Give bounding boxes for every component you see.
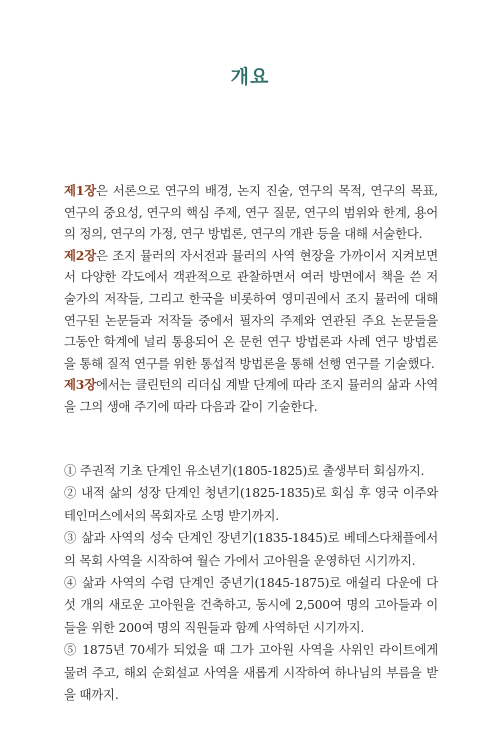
life-stage-list bbox=[64, 460, 438, 706]
list-item: ③ 삶과 사역의 성숙 단계인 장년기(1835-1845)로 베데스다채플에서의 목회 사역을 시작하여 월슨 가에서 고아원을 운영하던 시기까지. bbox=[64, 530, 438, 568]
paragraph-chapter-2 bbox=[64, 245, 438, 375]
paragraph-chapter-3 bbox=[64, 374, 438, 417]
list-item: ① 주권적 기초 단계인 유소년기(1805-1825)로 출생부터 회심까지. bbox=[64, 463, 425, 478]
page-title: 개요 bbox=[230, 66, 270, 88]
chapter-2-lead: 제2장 bbox=[64, 247, 96, 263]
chapter-2-text: 은 조지 뮬러의 자서전과 뮬러의 사역 현장을 가까이서 지켜보면서 다양한 각도에서 객관적으로 관찰하면서 여러 방면에서 책을 쓴 저술가의 저작들, 그리고 한국을 비롯하여 영미권에서 조지 뮬러에 대해 연구된 논문들과 저작들 중에서 필자의 주제와 연관된 주요 논문들을 그동안 학계에 널리 통용되어 온 문헌 연구 방법론과 사례 연구 방법론을 통해 질적 연구를 위한 통섭적 방법론을 통해 선행 연구를 기술했다. bbox=[64, 247, 438, 371]
list-item: ⑤ 1875년 70세가 되었을 때 그가 고아원 사역을 사위인 라이트에게 물려 주고, 해외 순회설교 사역을 새롭게 시작하여 하나님의 부름을 받을 때까지. bbox=[64, 642, 438, 703]
chapter-3-lead: 제3장 bbox=[64, 377, 96, 393]
body-paragraphs bbox=[64, 180, 438, 418]
chapter-3-text: 에서는 클린턴의 리더십 계발 단계에 따라 조지 뮬러의 삶과 사역을 그의 생애 주기에 따라 다음과 같이 기술한다. bbox=[64, 377, 438, 414]
chapter-1-lead: 제1장 bbox=[64, 183, 96, 198]
paragraph-chapter-1 bbox=[64, 180, 438, 245]
list-item: ④ 삶과 사역의 수렴 단계인 중년기(1845-1875)로 애쉴리 다운에 다섯 개의 새로운 고아원을 건축하고, 동시에 2,500여 명의 고아들과 이들을 위한 200여 명의 직원들과 함께 사역하던 시기까지. bbox=[64, 575, 438, 635]
chapter-1-text: 은 서론으로 연구의 배경, 논지 진술, 연구의 목적, 연구의 목표, 연구의 중요성, 연구의 핵심 주제, 연구 질문, 연구의 범위와 한계, 용어의 정의, 연구의 가정, 연구 방법론, 연구의 개관 등을 대해 서술한다. bbox=[64, 183, 438, 242]
list-item: ② 내적 삶의 성장 단계인 청년기(1825-1835)로 회심 후 영국 이주와 테인머스에서의 목회자로 소명 받기까지. bbox=[64, 485, 438, 523]
